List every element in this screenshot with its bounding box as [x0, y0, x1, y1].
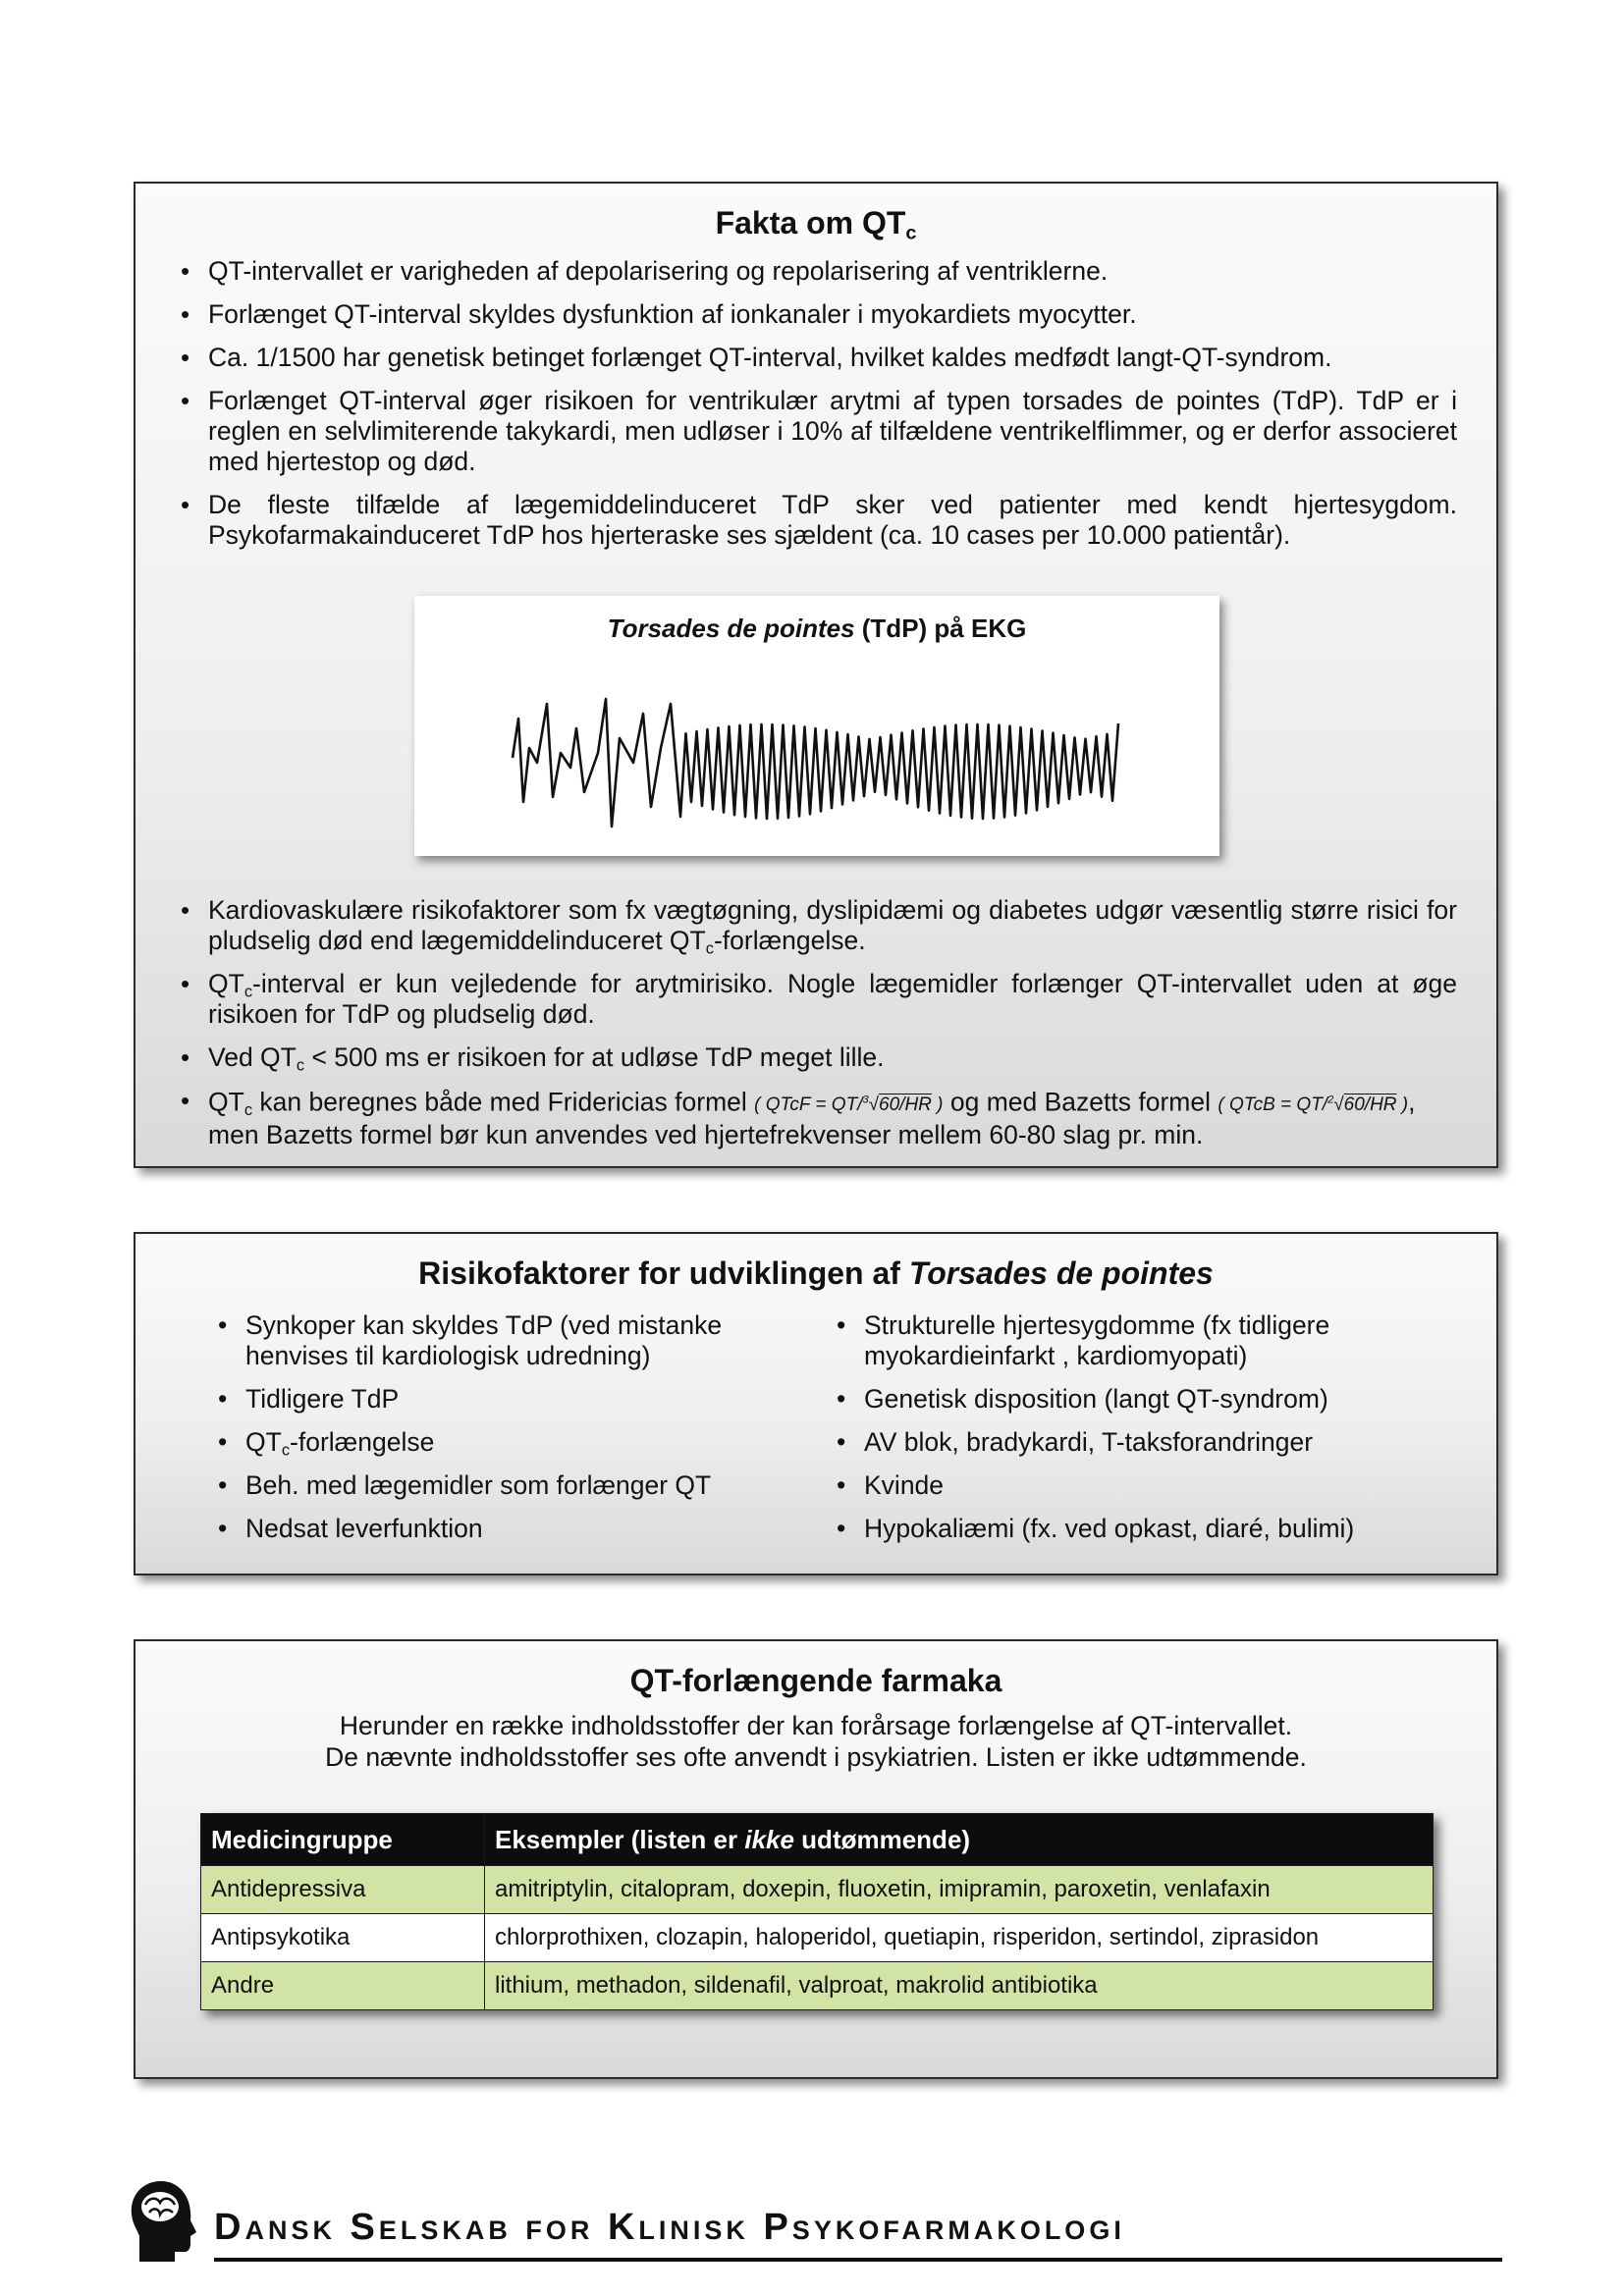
risk-item: • Kvinde	[833, 1470, 1461, 1501]
cell-group: Antipsykotika	[201, 1914, 485, 1962]
column-header-examples: Eksempler (listen er ikke udtømmende)	[485, 1814, 1434, 1866]
fact-item: • QT-intervallet er varigheden af depolarisering og repolarisering af ventriklerne.	[175, 256, 1457, 287]
table-row	[201, 1962, 1434, 2010]
fact-item: • Forlænget QT-interval skyldes dysfunktion af ionkanaler i myokardiets myocytter.	[175, 299, 1457, 330]
table-row	[201, 1914, 1434, 1962]
risk-item: • Synkoper kan skyldes TdP (ved mistanke henvises til kardiologisk udredning)	[214, 1310, 744, 1371]
fact-item: • Ca. 1/1500 har genetisk betinget forlænget QT-interval, hvilket kaldes medfødt langt-QT-syndrom.	[175, 343, 1457, 373]
risk-item: • Genetisk disposition (langt QT-syndrom)	[833, 1384, 1461, 1415]
facts-list-top	[175, 256, 1457, 563]
drugs-panel	[134, 1639, 1498, 2079]
risk-title: Risikofaktorer for udviklingen af Torsades de pointes	[418, 1255, 1214, 1291]
risk-item: • Tidligere TdP	[214, 1384, 744, 1415]
fact-item: • Forlænget QT-interval øger risikoen for ventrikulær arytmi af typen torsades de pointes (TdP). TdP er i reglen en selvlimiterende takykardi, men udløser i 10% af tilfældene ventrikelflimmer, og er derfor associeret med hjertestop og død.	[175, 386, 1457, 477]
facts-list-bottom	[175, 895, 1457, 1163]
cell-examples: amitriptylin, citalopram, doxepin, fluoxetin, imipramin, paroxetin, venlafaxin	[485, 1866, 1434, 1914]
facts-panel	[134, 182, 1498, 1168]
cell-group: Antidepressiva	[201, 1866, 485, 1914]
footer-divider	[214, 2258, 1502, 2262]
cell-examples: chlorprothixen, clozapin, haloperidol, quetiapin, risperidon, sertindol, ziprasidon	[485, 1914, 1434, 1962]
risk-item: • Strukturelle hjertesygdomme (fx tidligere myokardieinfarkt , kardiomyopati)	[833, 1310, 1461, 1371]
cell-examples: lithium, methadon, sildenafil, valproat, makrolid antibiotika	[485, 1962, 1434, 2010]
ekg-title: Torsades de pointes (TdP) på EKG	[607, 614, 1027, 643]
fridericia-formula: ( QTcF = QT/$^3$√60/HR )	[754, 1095, 944, 1116]
risk-item: • Hypokaliæmi (fx. ved opkast, diaré, bulimi)	[833, 1514, 1461, 1544]
fact-item: • $QT_c$ kan beregnes både med Fridericias formel ( QTcF = QT/$^3$√60/HR ) og med Bazetts formel ( QTcB = QT/$^2$√60/HR ), men Bazetts formel bør kun anvendes ved hjertefrekvenser mellem 60-80 slag pr. min.	[175, 1086, 1457, 1150]
bazett-formula: ( QTcB = QT/$^2$√60/HR )	[1218, 1095, 1409, 1116]
ekg-trace-icon	[414, 596, 1219, 856]
fact-item: • Kardiovaskulære risikofaktorer som fx vægtøgning, dyslipidæmi og diabetes udgør væsentlig større risici for pludselig død end lægemiddelinduceret $QT_c$-forlængelse.	[175, 895, 1457, 956]
risk-list-right	[833, 1310, 1461, 1557]
risk-item: • $QT_c$-forlængelse	[214, 1427, 744, 1458]
risk-factors-panel	[134, 1232, 1498, 1575]
table-row	[201, 1866, 1434, 1914]
table-header-row	[201, 1814, 1434, 1866]
risk-item: • Beh. med lægemidler som forlænger QT	[214, 1470, 744, 1501]
society-name: Dansk Selskab for Klinisk Psykofarmakologi	[214, 2207, 1125, 2248]
risk-item: • Nedsat leverfunktion	[214, 1514, 744, 1544]
column-header-group: Medicingruppe	[201, 1814, 485, 1866]
drugs-table	[200, 1813, 1434, 2010]
facts-title: Fakta om $QT_c$	[715, 205, 917, 244]
drugs-intro: Herunder en række indholdsstoffer der kan forårsage forlængelse af QT-intervallet. De nævnte indholdsstoffer ses ofte anvendt i psykiatrien. Listen er ikke udtømmende.	[325, 1711, 1307, 1772]
risk-list-left	[214, 1310, 744, 1557]
fact-item: • $QT_c$-interval er kun vejledende for arytmirisiko. Nogle lægemidler forlænger QT-intervallet uden at øge risikoen for TdP og pludselig død.	[175, 969, 1457, 1030]
cell-group: Andre	[201, 1962, 485, 2010]
fact-item: • Ved $QT_c < 500$ ms er risikoen for at udløse TdP meget lille.	[175, 1042, 1457, 1073]
fact-item: • De fleste tilfælde af lægemiddelinduceret TdP sker ved patienter med kendt hjertesygdom. Psykofarmakainduceret TdP hos hjerteraske ses sjældent (ca. 10 cases per 10.000 patientår).	[175, 490, 1457, 551]
head-logo-icon	[128, 2177, 200, 2266]
drugs-title: QT-forlængende farmaka	[629, 1663, 1002, 1698]
ekg-figure	[414, 596, 1219, 856]
risk-item: • AV blok, bradykardi, T-taksforandringer	[833, 1427, 1461, 1458]
